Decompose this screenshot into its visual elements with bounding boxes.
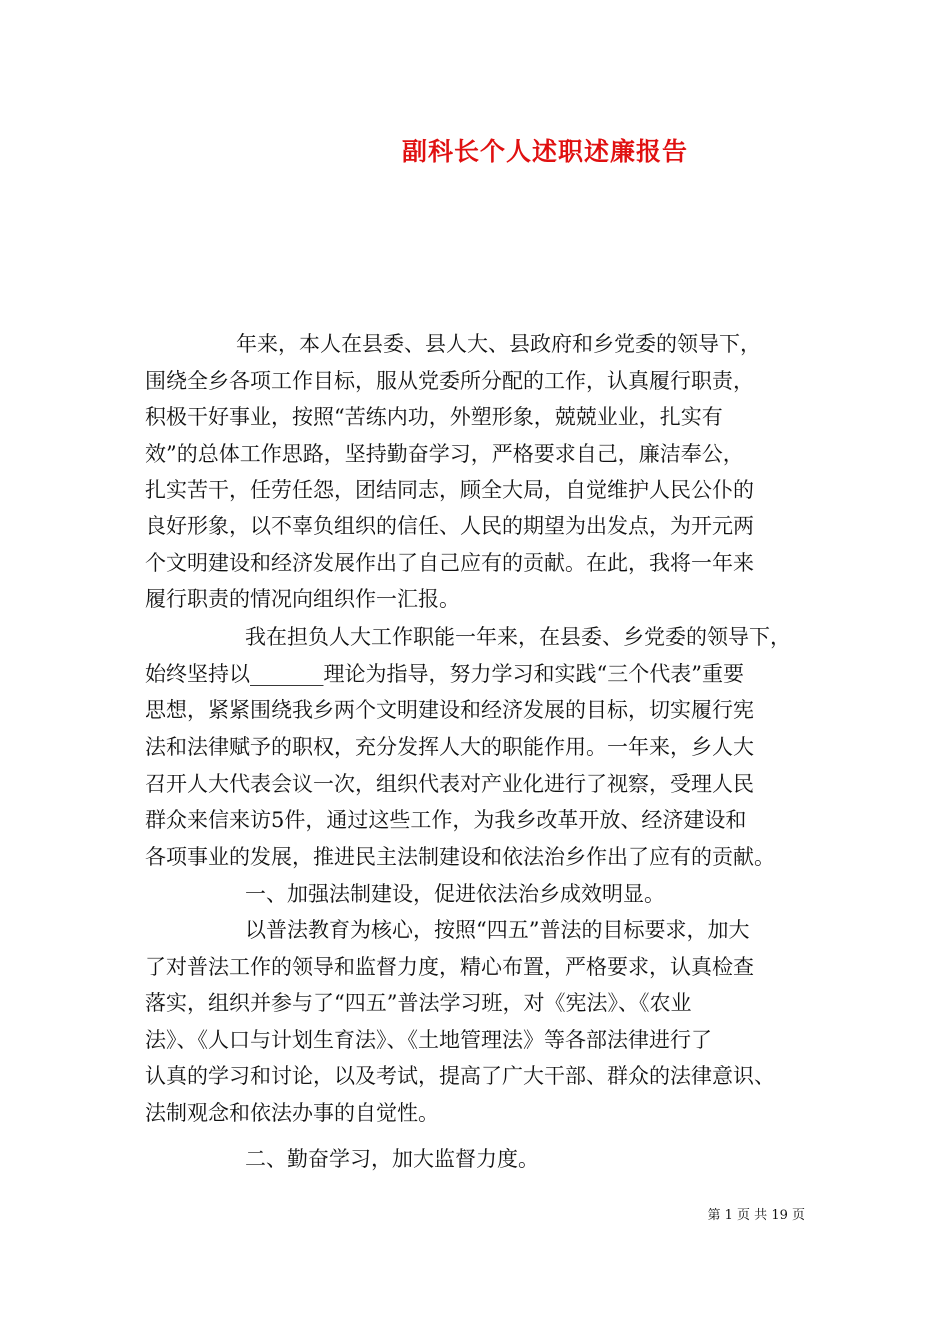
body-line: 以普法教育为核心，按照“四五”普法的目标要求，加大	[245, 918, 750, 942]
body-line: 法和法律赋予的职权，充分发挥人大的职能作用。一年来，乡人大	[145, 735, 754, 759]
body-line: 围绕全乡各项工作目标，服从党委所分配的工作，认真履行职责，	[145, 369, 754, 393]
body-line: 我在担负人大工作职能一年来，在县委、乡党委的领导下，	[245, 625, 791, 649]
body-line: 法》、《人口与计划生育法》、《土地管理法》等各部法律进行了	[145, 1028, 712, 1052]
body-line: 始终坚持以_______理论为指导，努力学习和实践“三个代表”重要	[145, 662, 744, 686]
section-heading: 一、加强法制建设，促进依法治乡成效明显。	[245, 882, 665, 906]
body-line: 扎实苦干，任劳任怨，团结同志，顾全大局，自觉维护人民公仆的	[145, 478, 754, 502]
document-title: 副科长个人述职述廉报告	[401, 137, 688, 166]
body-line: 各项事业的发展，推进民主法制建设和依法治乡作出了应有的贡献。	[145, 845, 775, 869]
body-line: 法制观念和依法办事的自觉性。	[145, 1101, 439, 1125]
body-line: 落实，组织并参与了“四五”普法学习班，对《宪法》、《农业	[145, 991, 692, 1015]
body-line: 思想，紧紧围绕我乡两个文明建设和经济发展的目标，切实履行宪	[145, 698, 754, 722]
body-line: 积极干好事业，按照“苦练内功，外塑形象，兢兢业业，扎实有	[145, 405, 723, 429]
body-line: 个文明建设和经济发展作出了自己应有的贡献。在此，我将一年来	[145, 551, 754, 575]
section-heading: 二、勤奋学习，加大监督力度。	[245, 1147, 539, 1171]
body-line: 履行职责的情况向组织作一汇报。	[145, 587, 460, 611]
body-line: 效”的总体工作思路，坚持勤奋学习，严格要求自己，廉洁奉公，	[145, 442, 744, 466]
page-indicator: 第 1 页 共 19 页	[707, 1208, 805, 1223]
body-line: 认真的学习和讨论，以及考试，提高了广大干部、群众的法律意识、	[145, 1064, 775, 1088]
body-line: 群众来信来访5件，通过这些工作，为我乡改革开放、经济建设和	[145, 808, 747, 832]
body-line: 年来，本人在县委、县人大、县政府和乡党委的领导下，	[236, 332, 761, 356]
body-line: 良好形象，以不辜负组织的信任、人民的期望为出发点，为开元两	[145, 514, 754, 538]
body-line: 召开人大代表会议一次，组织代表对产业化进行了视察，受理人民	[145, 772, 754, 796]
body-line: 了对普法工作的领导和监督力度，精心布置，严格要求，认真检查	[145, 955, 754, 979]
